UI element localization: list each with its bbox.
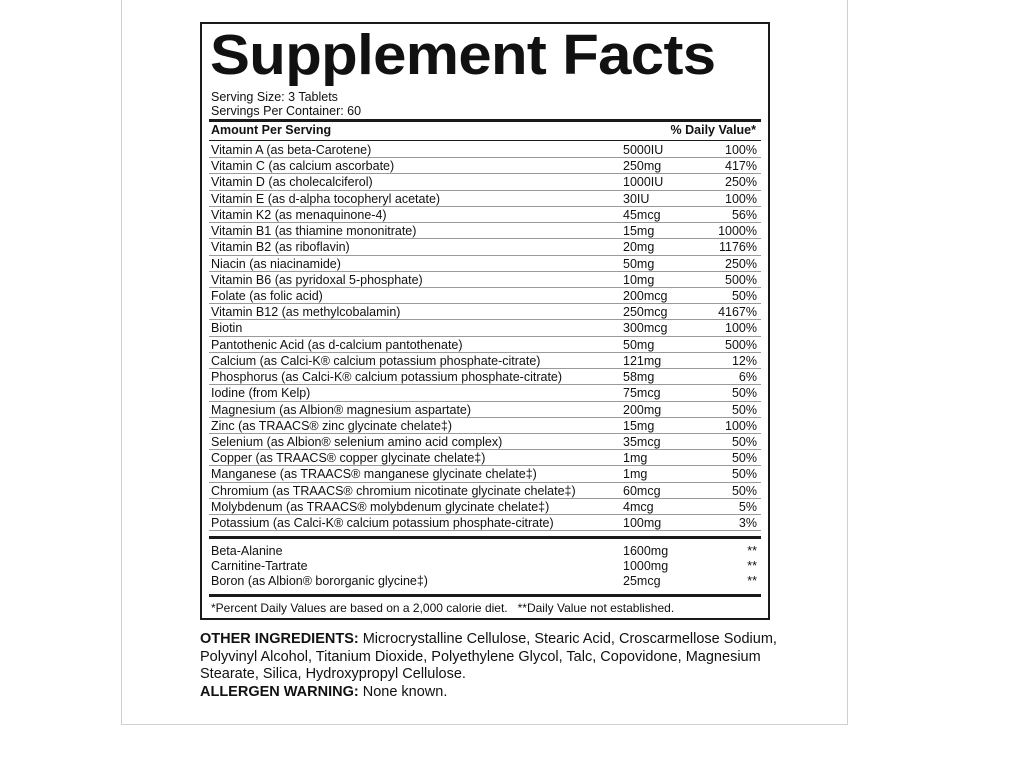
nutrient-daily-value: 50% — [731, 434, 757, 449]
nutrient-amount: 35mcg — [623, 434, 661, 449]
nutrient-amount: 121mg — [623, 353, 662, 368]
table-row — [209, 574, 761, 589]
nutrient-daily-value: 50% — [731, 451, 757, 466]
nutrient-amount: 1mg — [623, 467, 648, 482]
nutrient-name: Molybdenum (as TRAACS® molybdenum glycinate chelate‡) — [211, 499, 550, 514]
nutrient-daily-value: 12% — [731, 353, 757, 368]
nutrient-daily-value: ** — [747, 573, 757, 588]
nutrient-amount: 200mcg — [623, 288, 668, 303]
thick-divider — [209, 594, 761, 597]
allergen-warning — [200, 684, 780, 702]
nutrient-name: Phosphorus (as Calci-K® calcium potassium phosphate-citrate) — [211, 370, 563, 385]
nutrient-name: Calcium (as Calci-K® calcium potassium phosphate-citrate) — [211, 353, 541, 368]
table-row — [209, 239, 761, 255]
table-row — [209, 402, 761, 418]
table-row — [209, 142, 761, 158]
allergen-text: None known. — [358, 683, 448, 700]
nutrient-amount: 1600mg — [623, 544, 669, 558]
nutrient-daily-value: 100% — [725, 418, 757, 433]
nutrient-daily-value: 3% — [738, 516, 757, 531]
table-row — [209, 559, 761, 574]
nutrient-name: Folate (as folic acid) — [211, 288, 323, 303]
nutrient-name: Vitamin K2 (as menaquinone-4) — [211, 207, 387, 222]
table-row — [209, 191, 761, 207]
nutrient-amount: 1000mg — [623, 558, 669, 573]
nutrient-amount: 100mg — [623, 516, 662, 531]
table-row — [209, 272, 761, 288]
nutrient-daily-value: 6% — [738, 370, 757, 385]
nutrient-daily-value: 56% — [731, 207, 757, 222]
table-row — [209, 499, 761, 515]
nutrient-daily-value: ** — [747, 544, 757, 558]
nutrient-daily-value: 50% — [731, 467, 757, 482]
other-ingredients-label: OTHER INGREDIENTS: — [200, 631, 359, 647]
allergen-label: ALLERGEN WARNING: — [200, 683, 359, 700]
nutrient-name: Chromium (as TRAACS® chromium nicotinate glycinate chelate‡) — [211, 483, 576, 498]
table-row — [209, 466, 761, 482]
table-row — [209, 174, 761, 190]
nutrient-amount: 1mg — [623, 451, 648, 466]
daily-value-header: % Daily Value* — [670, 123, 756, 137]
table-row — [209, 207, 761, 223]
nutrient-amount: 30IU — [623, 191, 650, 206]
thick-divider — [209, 536, 761, 539]
table-row — [209, 353, 761, 369]
nutrient-amount: 200mg — [623, 402, 662, 417]
nutrient-daily-value: 500% — [725, 337, 757, 352]
nutrient-amount: 1000IU — [623, 175, 664, 190]
nutrient-daily-value: ** — [747, 558, 757, 573]
table-row — [209, 288, 761, 304]
nutrient-name: Vitamin B2 (as riboflavin) — [211, 240, 350, 255]
nutrient-daily-value: 5% — [738, 499, 757, 514]
nutrient-daily-value: 500% — [725, 272, 757, 287]
table-row — [209, 369, 761, 385]
nutrient-name: Magnesium (as Albion® magnesium aspartate) — [211, 402, 472, 417]
nutrient-daily-value: 250% — [725, 256, 757, 271]
table-row — [209, 483, 761, 499]
servings-per-container: Servings Per Container: 60 — [211, 104, 362, 118]
other-nutrient-table — [209, 544, 761, 588]
nutrient-amount: 58mg — [623, 370, 655, 385]
nutrient-daily-value: 1000% — [718, 224, 757, 239]
nutrient-amount: 250mg — [623, 159, 662, 174]
nutrient-name: Iodine (from Kelp) — [211, 386, 311, 401]
nutrient-amount: 50mg — [623, 256, 655, 271]
nutrient-daily-value: 50% — [731, 386, 757, 401]
nutrient-amount: 25mcg — [623, 573, 661, 588]
panel-title: Supplement Facts — [210, 23, 716, 87]
nutrient-name: Vitamin C (as calcium ascorbate) — [211, 159, 395, 174]
table-row — [209, 158, 761, 174]
nutrient-amount: 5000IU — [623, 143, 664, 157]
table-row — [209, 544, 761, 559]
nutrient-amount: 45mcg — [623, 207, 661, 222]
nutrient-name: Vitamin D (as cholecalciferol) — [211, 175, 373, 190]
other-ingredients-text: Microcrystalline Cellulose, Stearic Acid, Croscarmellose Sodium, Polyvinyl Alcohol, Titanium Dioxide, Polyethylene Glycol, Talc, Copovidone, Magnesium Stearate, Silica, Hydroxypropyl Cellulose. — [200, 631, 777, 682]
nutrient-daily-value: 50% — [731, 402, 757, 417]
nutrient-table — [209, 142, 761, 531]
table-row — [209, 418, 761, 434]
supplement-facts-panel — [200, 22, 770, 620]
table-row — [209, 385, 761, 401]
nutrient-amount: 15mg — [623, 224, 655, 239]
nutrient-name: Beta-Alanine — [211, 544, 283, 558]
nutrient-amount: 20mg — [623, 240, 655, 255]
table-row — [209, 434, 761, 450]
table-row — [209, 450, 761, 466]
table-row — [209, 223, 761, 239]
nutrient-amount: 75mcg — [623, 386, 661, 401]
table-row — [209, 320, 761, 336]
nutrient-daily-value: 100% — [725, 191, 757, 206]
nutrient-name: Vitamin B12 (as methylcobalamin) — [211, 305, 401, 320]
nutrient-amount: 15mg — [623, 418, 655, 433]
nutrient-amount: 60mcg — [623, 483, 661, 498]
nutrient-daily-value: 100% — [725, 143, 757, 157]
nutrient-daily-value: 50% — [731, 288, 757, 303]
nutrient-name: Biotin — [211, 321, 243, 336]
table-row — [209, 256, 761, 272]
nutrient-daily-value: 50% — [731, 483, 757, 498]
other-ingredients — [200, 631, 780, 684]
amount-per-serving-header: Amount Per Serving — [211, 123, 332, 137]
nutrient-name: Vitamin B6 (as pyridoxal 5-phosphate) — [211, 272, 423, 287]
nutrient-daily-value: 417% — [725, 159, 757, 174]
nutrient-daily-value: 1176% — [719, 240, 757, 255]
nutrient-amount: 300mcg — [623, 321, 668, 336]
table-row — [209, 515, 761, 531]
table-row — [209, 304, 761, 320]
nutrient-name: Niacin (as niacinamide) — [211, 256, 341, 271]
nutrient-amount: 4mcg — [623, 499, 654, 514]
nutrient-daily-value: 250% — [725, 175, 757, 190]
nutrient-amount: 250mcg — [623, 305, 668, 320]
nutrient-name: Potassium (as Calci-K® calcium potassium phosphate-citrate) — [211, 516, 554, 531]
nutrient-amount: 50mg — [623, 337, 655, 352]
nutrient-daily-value: 100% — [725, 321, 757, 336]
table-row — [209, 337, 761, 353]
footnote: *Percent Daily Values are based on a 2,000 calorie diet. **Daily Value not established. — [211, 601, 675, 615]
serving-size: Serving Size: 3 Tablets — [211, 90, 338, 104]
nutrient-name: Zinc (as TRAACS® zinc glycinate chelate‡) — [211, 418, 453, 433]
nutrient-daily-value: 4167% — [718, 305, 757, 320]
thick-divider — [209, 119, 761, 122]
nutrient-name: Copper (as TRAACS® copper glycinate chelate‡) — [211, 451, 486, 466]
nutrient-amount: 10mg — [623, 272, 655, 287]
nutrient-name: Boron (as Albion® bororganic glycine‡) — [211, 573, 428, 588]
header-divider — [209, 140, 761, 141]
nutrient-name: Pantothenic Acid (as d-calcium pantothenate) — [211, 337, 463, 352]
nutrient-name: Vitamin A (as beta-Carotene) — [211, 143, 372, 157]
nutrient-name: Carnitine-Tartrate — [211, 558, 308, 573]
nutrient-name: Vitamin B1 (as thiamine mononitrate) — [211, 224, 417, 239]
ingredients-block — [200, 631, 780, 701]
nutrient-name: Vitamin E (as d-alpha tocopheryl acetate) — [211, 191, 441, 206]
nutrient-name: Selenium (as Albion® selenium amino acid complex) — [211, 434, 503, 449]
nutrient-name: Manganese (as TRAACS® manganese glycinate chelate‡) — [211, 467, 537, 482]
